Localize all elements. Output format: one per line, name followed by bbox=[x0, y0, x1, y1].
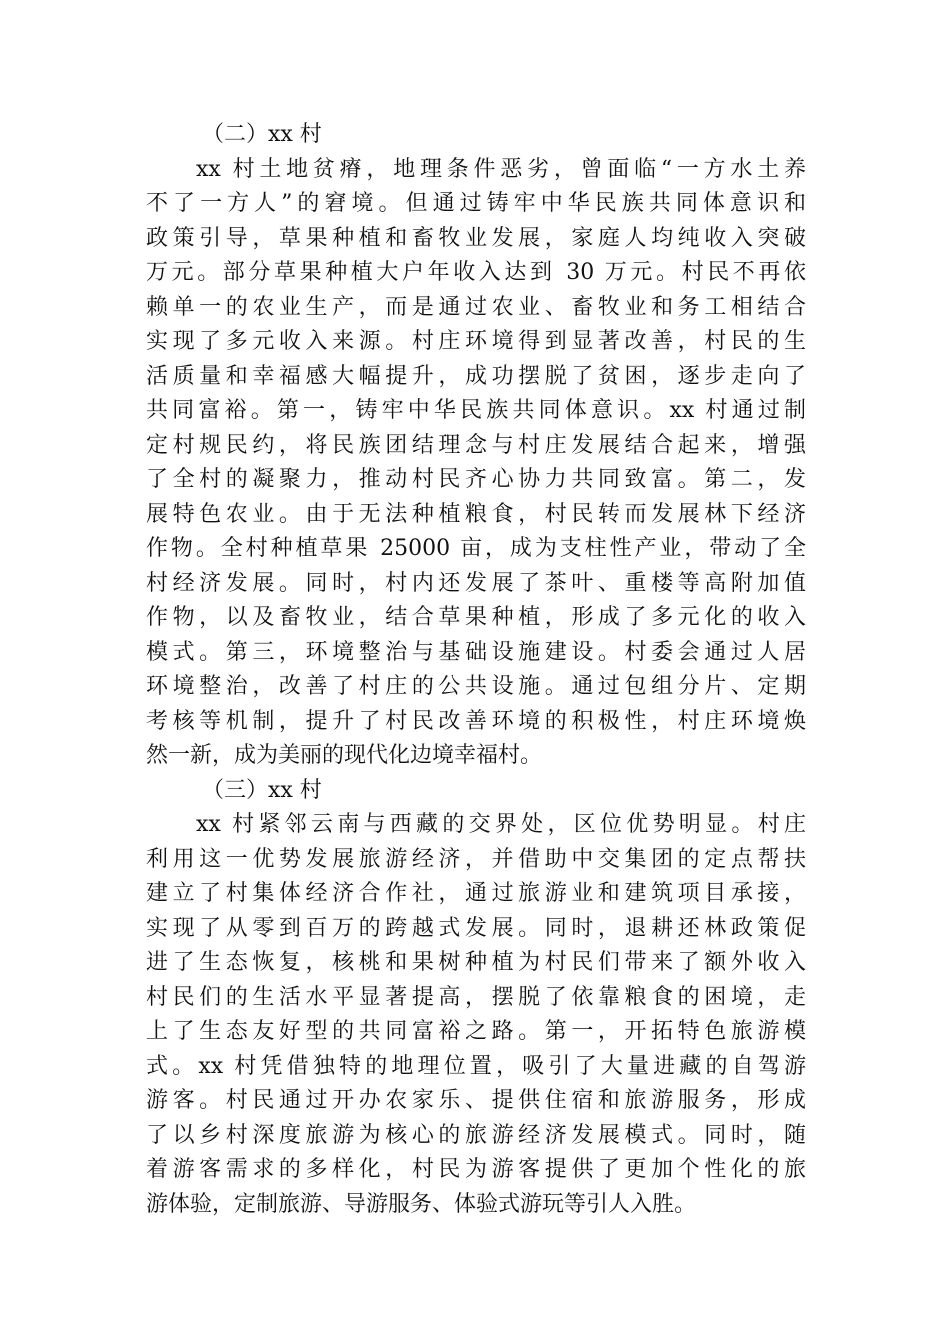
paragraph-line: 游客。村民通过开办农家乐、提供住宿和旅游服务，形成 bbox=[146, 1088, 806, 1113]
paragraph-line: 进了生态恢复，核桃和果树种植为村民们带来了额外收入 bbox=[146, 950, 806, 975]
paragraph-line: 环境整治，改善了村庄的公共设施。通过包组分片、定期 bbox=[146, 674, 806, 699]
paragraph-line: 了全村的凝聚力，推动村民齐心协力共同致富。第二，发 bbox=[146, 467, 806, 492]
section-village-2 bbox=[146, 118, 806, 774]
paragraph-line: 作物。全村种植草果 25000 亩，成为支柱性产业，带动了全 bbox=[146, 536, 806, 561]
paragraph-line: 模式。第三，环境整治与基础设施建设。村委会通过人居 bbox=[146, 639, 806, 665]
paragraph-line: 考核等机制，提升了村民改善环境的积极性，村庄环境焕 bbox=[146, 708, 806, 734]
paragraph-line: 活质量和幸福感大幅提升，成功摆脱了贫困，逐步走向了 bbox=[146, 363, 806, 389]
paragraph-line: xx 村土地贫瘠，地理条件恶劣，曾面临“一方水土养 bbox=[196, 156, 806, 182]
paragraph-line: 展特色农业。由于无法种植粮食，村民转而发展林下经济 bbox=[146, 501, 806, 527]
paragraph-line: 共同富裕。第一，铸牢中华民族共同体意识。xx 村通过制 bbox=[146, 398, 806, 423]
paragraph-line: 建立了村集体经济合作社，通过旅游业和建筑项目承接， bbox=[146, 881, 806, 906]
paragraph-line: 实现了多元收入来源。村庄环境得到显著改善，村民的生 bbox=[146, 329, 806, 354]
paragraph-line: 游体验，定制旅游、导游服务、体验式游玩等引人入胜。 bbox=[146, 1191, 697, 1217]
paragraph-line: 上了生态友好型的共同富裕之路。第一，开拓特色旅游模 bbox=[146, 1019, 806, 1044]
document-page bbox=[146, 118, 806, 1222]
paragraph-line: 实现了从零到百万的跨越式发展。同时，退耕还林政策促 bbox=[146, 915, 806, 941]
paragraph-line: xx 村紧邻云南与西藏的交界处，区位优势明显。村庄 bbox=[196, 812, 806, 837]
paragraph-line: 了以乡村深度旅游为核心的旅游经济发展模式。同时，随 bbox=[146, 1122, 806, 1148]
paragraph-line: 政策引导，草果种植和畜牧业发展，家庭人均纯收入突破 bbox=[146, 225, 806, 251]
paragraph-line: 作物，以及畜牧业，结合草果种植，形成了多元化的收入 bbox=[146, 605, 806, 630]
paragraph-line: 赖单一的农业生产，而是通过农业、畜牧业和务工相结合 bbox=[146, 294, 806, 320]
section-heading: （二）xx 村 bbox=[202, 122, 322, 147]
paragraph-line: 村经济发展。同时，村内还发展了茶叶、重楼等高附加值 bbox=[146, 570, 806, 596]
paragraph-line: 不了一方人”的窘境。但通过铸牢中华民族共同体意识和 bbox=[146, 191, 806, 216]
paragraph-line: 定村规民约，将民族团结理念与村庄发展结合起来，增强 bbox=[146, 432, 806, 458]
paragraph-line: 利用这一优势发展旅游经济，并借助中交集团的定点帮扶 bbox=[146, 846, 806, 872]
section-village-3 bbox=[146, 774, 806, 1223]
section-heading: （三）xx 村 bbox=[202, 777, 322, 803]
paragraph-line: 然一新，成为美丽的现代化边境幸福村。 bbox=[146, 743, 543, 768]
paragraph-line: 万元。部分草果种植大户年收入达到 30 万元。村民不再依 bbox=[146, 260, 806, 285]
section-paragraph bbox=[146, 808, 806, 1222]
paragraph-line: 着游客需求的多样化，村民为游客提供了更加个性化的旅 bbox=[146, 1157, 806, 1182]
section-paragraph bbox=[146, 153, 806, 774]
paragraph-line: 式。xx 村凭借独特的地理位置，吸引了大量进藏的自驾游 bbox=[146, 1053, 806, 1079]
paragraph-line: 村民们的生活水平显著提高，摆脱了依靠粮食的困境，走 bbox=[146, 984, 806, 1010]
